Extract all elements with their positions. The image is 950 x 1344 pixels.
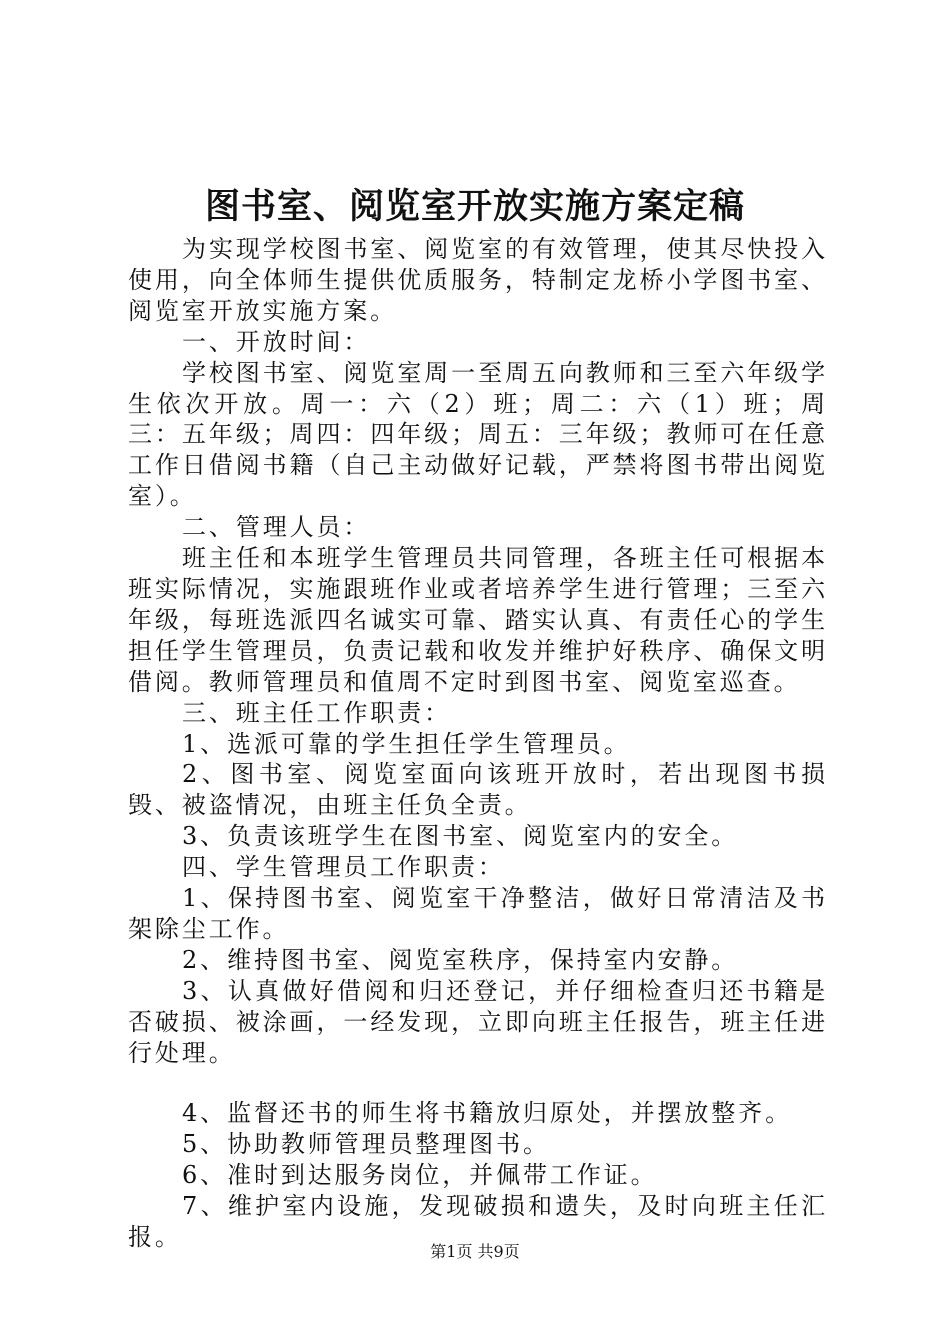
paragraph-open-time: 学校图书室、阅览室周一至周五向教师和三至六年级学生依次开放。周一：六（2）班；周二：六（1）班；周三：五年级；周四：四年级；周五：三年级；教师可在任意工作日借阅书籍（自己主动做好记载，严禁将图书带出阅览室）。 (128, 358, 828, 511)
document-title: 图书室、阅览室开放实施方案定稿 (204, 186, 745, 227)
list-item: 6、准时到达服务岗位，并佩带工作证。 (182, 1161, 658, 1190)
list-item: 1、选派可靠的学生担任学生管理员。 (182, 729, 631, 758)
page-number: 第1页 共9页 (430, 1242, 520, 1261)
list-item: 1、保持图书室、阅览室干净整洁，做好日常清洁及书架除尘工作。 (128, 884, 828, 943)
list-item: 3、认真做好借阅和归还登记，并仔细检查归还书籍是否破损、被涂画，一经发现，立即向班主任报告，班主任进行处理。 (128, 976, 828, 1067)
heading-student-duties: 四、学生管理员工作职责： (182, 853, 505, 882)
paragraph-managers: 班主任和本班学生管理员共同管理，各班主任可根据本班实际情况，实施跟班作业或者培养学生进行管理；三至六年级，每班选派四名诚实可靠、踏实认真、有责任心的学生担任学生管理员，负责记载和收发并维护好秩序、确保文明借阅。教师管理员和值周不定时到图书室、阅览室巡查。 (128, 544, 828, 696)
heading-open-time: 一、开放时间： (182, 327, 371, 356)
heading-teacher-duties: 三、班主任工作职责： (182, 698, 451, 727)
list-item: 2、图书室、阅览室面向该班开放时，若出现图书损毁、被盗情况，由班主任负全责。 (128, 760, 828, 820)
list-item: 7、维护室内设施，发现破损和遗失，及时向班主任汇报。 (128, 1192, 828, 1252)
document-body (128, 234, 828, 1253)
heading-managers: 二、管理人员： (182, 513, 371, 542)
list-item: 5、协助教师管理员整理图书。 (182, 1130, 550, 1159)
list-item: 4、监督还书的师生将书籍放归原处，并摆放整齐。 (182, 1099, 792, 1128)
paragraph-intro: 为实现学校图书室、阅览室的有效管理，使其尽快投入使用，向全体师生提供优质服务，特制定龙桥小学图书室、阅览室开放实施方案。 (128, 235, 828, 325)
list-item: 2、维持图书室、阅览室秩序，保持室内安静。 (182, 945, 739, 974)
list-item: 3、负责该班学生在图书室、阅览室内的安全。 (182, 822, 739, 851)
